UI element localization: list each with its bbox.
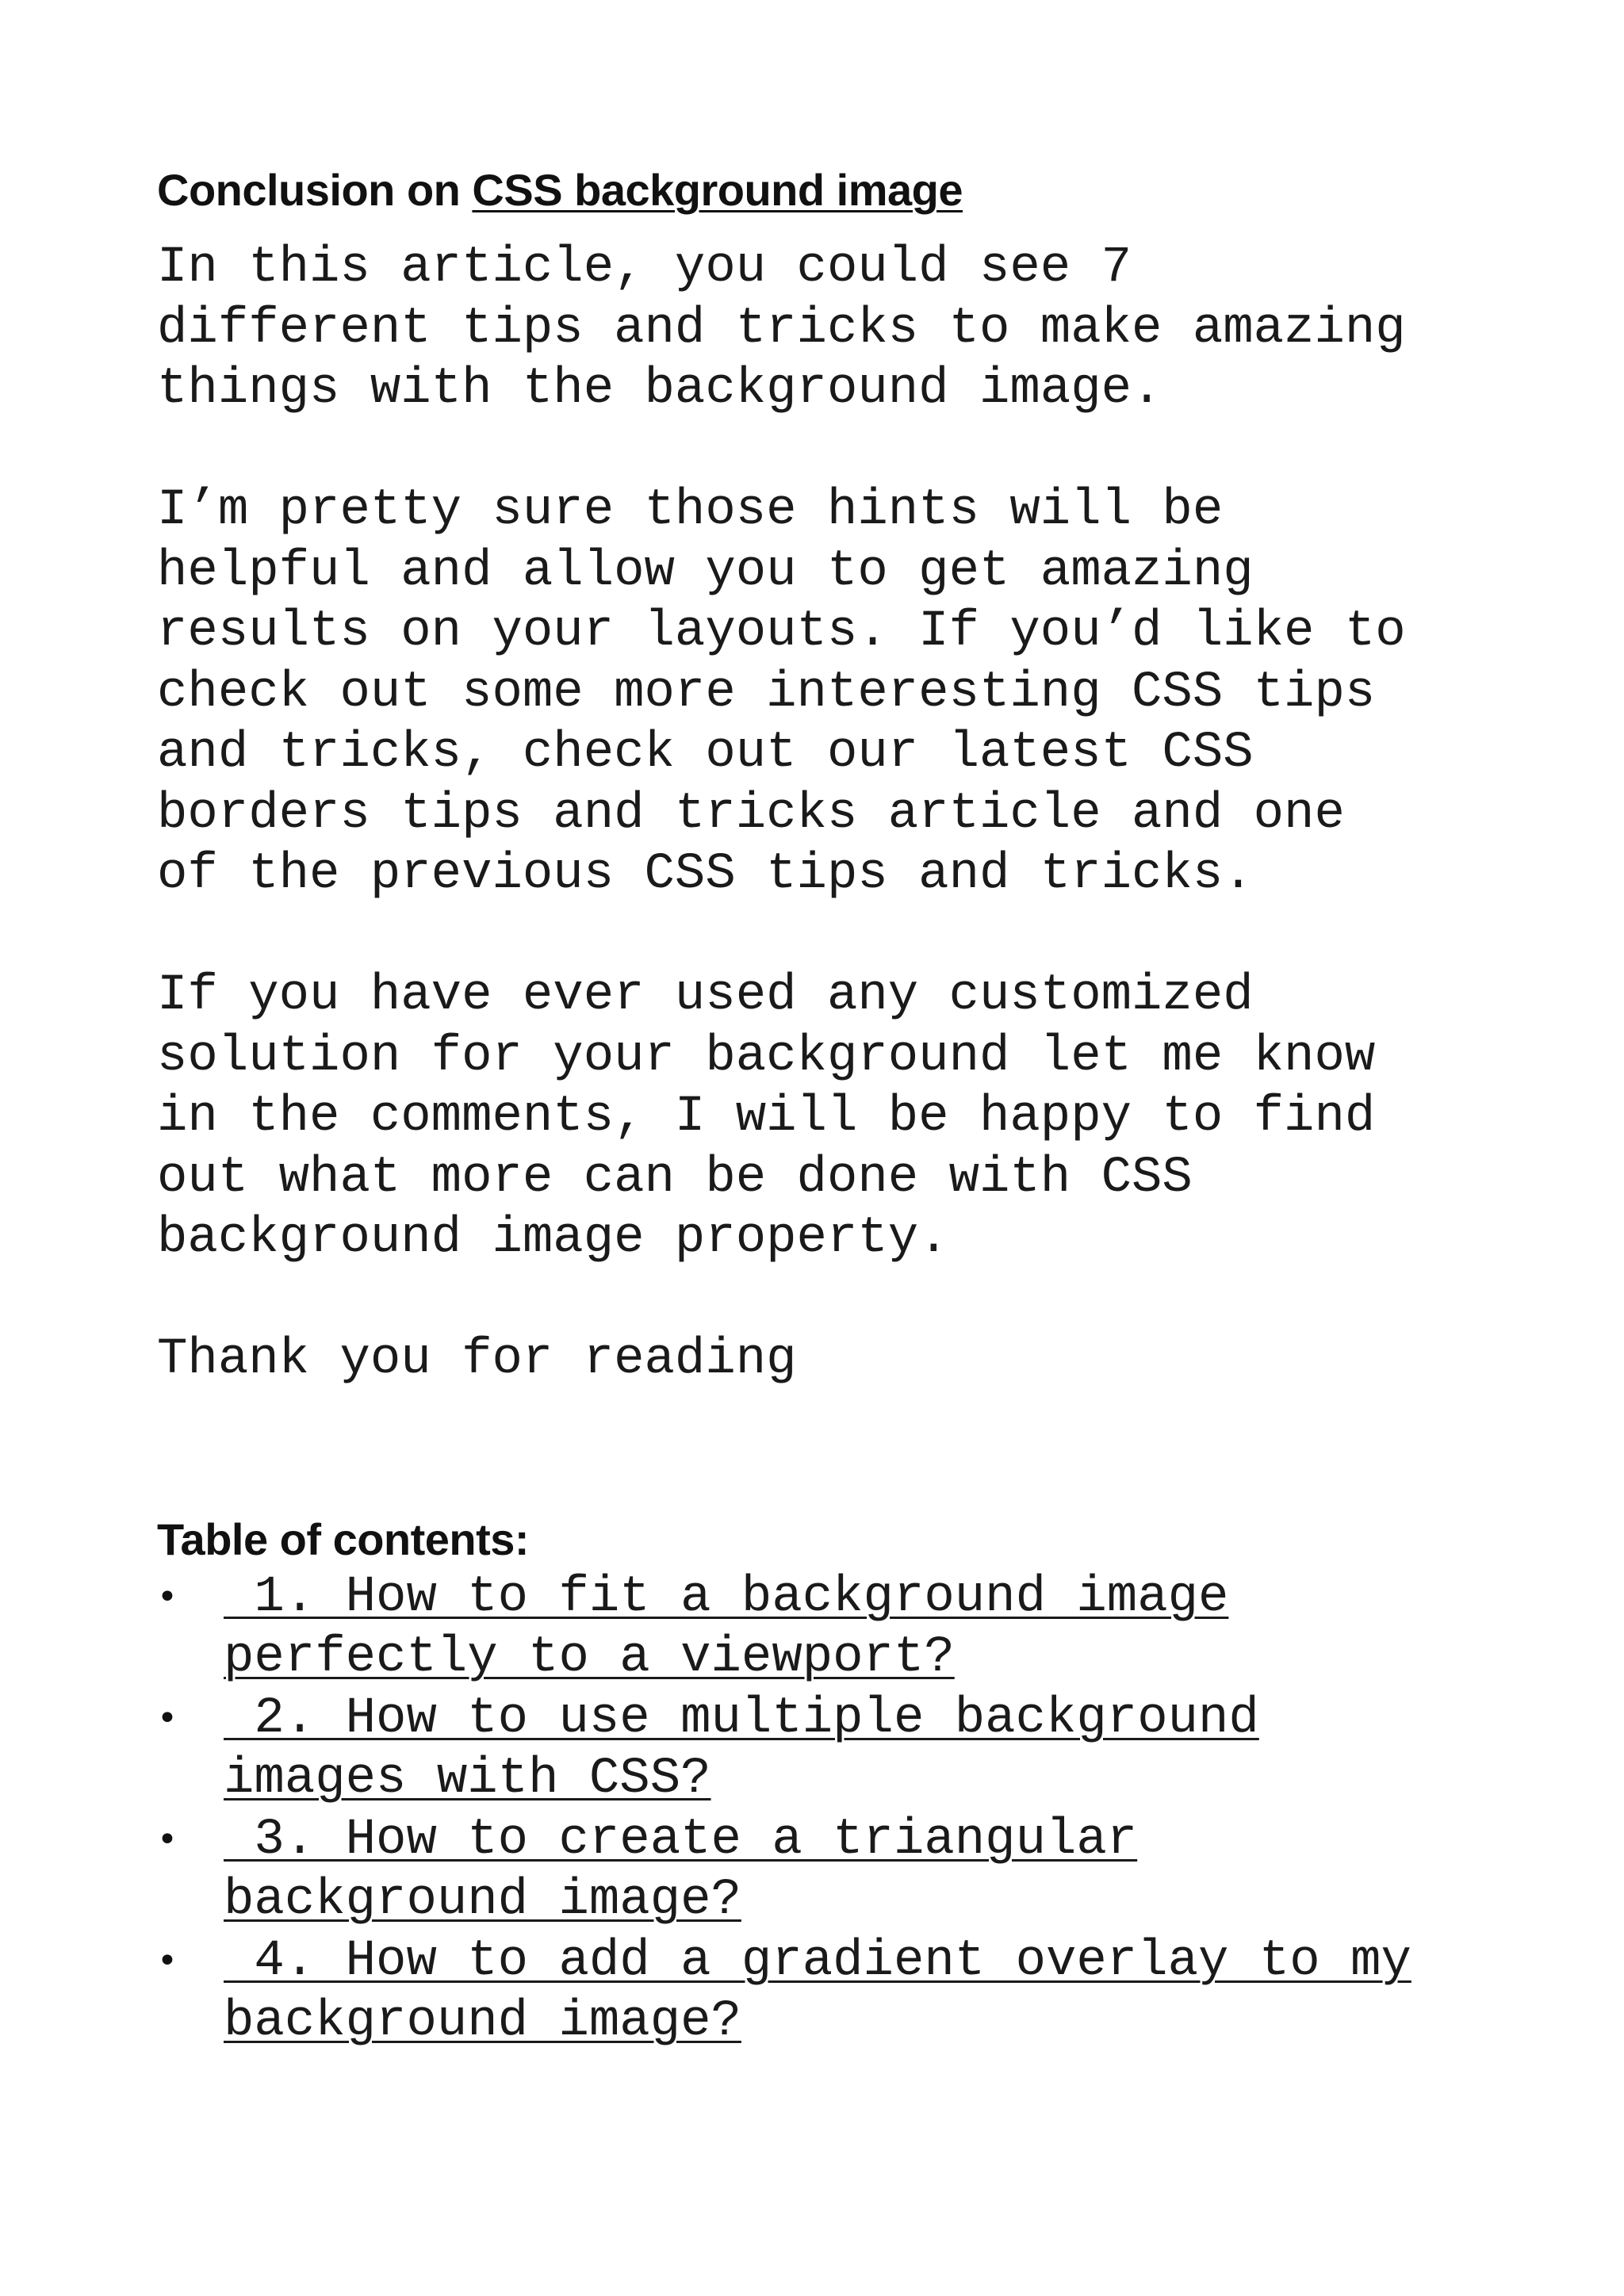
section-spacer xyxy=(157,1391,1473,1512)
paragraph-spacer xyxy=(157,1269,1473,1330)
toc-list xyxy=(157,1567,1473,2053)
paragraph-spacer xyxy=(157,420,1473,481)
bullet-icon: • xyxy=(157,1576,178,1617)
css-background-image-link[interactable]: CSS background image xyxy=(472,165,963,215)
bullet-icon: • xyxy=(157,1940,178,1981)
bullet-icon: • xyxy=(157,1819,178,1860)
toc-item xyxy=(157,1810,1473,1931)
paragraph-thanks: Thank you for reading xyxy=(157,1331,797,1388)
paragraph-hints: I’m pretty sure those hints will be helpful and allow you to get amazing results on your layouts. If you’d like to check out some more interesting CSS tips and tricks, check out our latest CSS borders tips and tricks article and one of the previous CSS tips and tricks. xyxy=(157,482,1406,903)
section-heading xyxy=(157,159,1473,222)
toc-link-fit-viewport[interactable]: 1. How to fit a background image perfectly to a viewport? xyxy=(224,1568,1229,1686)
toc-link-multiple-backgrounds[interactable]: 2. How to use multiple background images with CSS? xyxy=(224,1689,1259,1808)
toc-item xyxy=(157,1689,1473,1810)
heading-prefix: Conclusion on xyxy=(157,165,473,215)
toc-link-gradient-overlay[interactable]: 4. How to add a gradient overlay to my background image? xyxy=(224,1932,1411,2050)
toc-link-triangular-background[interactable]: 3. How to create a triangular background image? xyxy=(224,1811,1138,1929)
toc-title: Table of contents: xyxy=(157,1513,530,1564)
paragraph-spacer xyxy=(157,905,1473,966)
article-conclusion xyxy=(157,159,1473,2053)
toc-item xyxy=(157,1931,1473,2053)
paragraph-comments: If you have ever used any customized solution for your background let me know in the comments, I will be happy to find out what more can be done with CSS background image property. xyxy=(157,967,1376,1267)
toc-item xyxy=(157,1567,1473,1689)
bullet-icon: • xyxy=(157,1697,178,1739)
paragraph-intro: In this article, you could see 7 different tips and tricks to make amazing things with the background image. xyxy=(157,239,1406,418)
